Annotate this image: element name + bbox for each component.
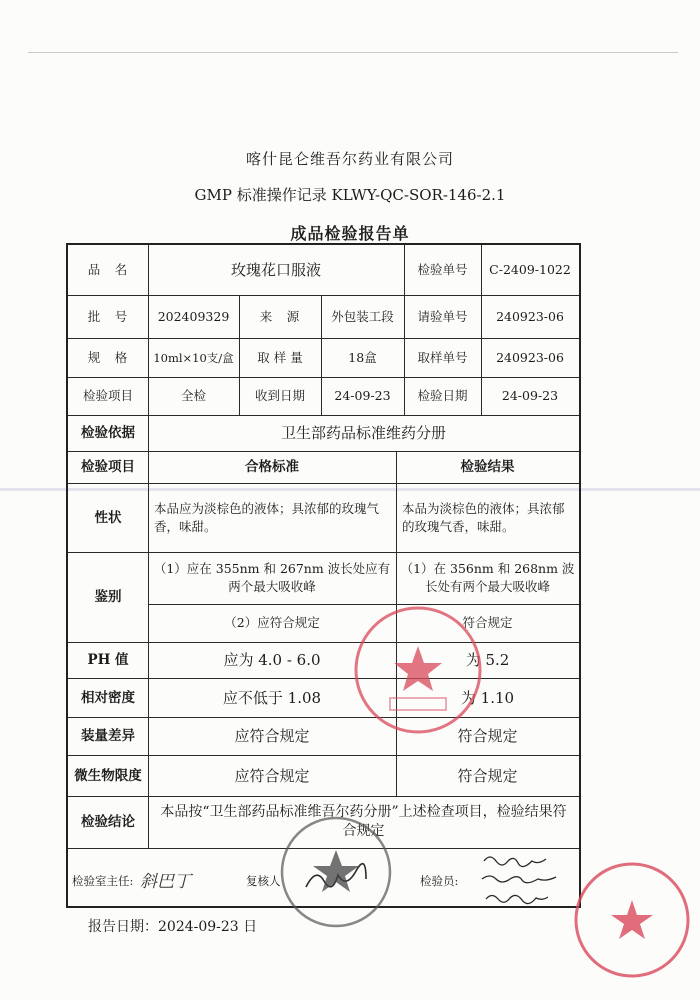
identification-result-2: 符合规定 [462, 615, 513, 630]
test-date-label: 检验日期 [417, 388, 468, 403]
density-standard: 应不低于 1.08 [222, 688, 322, 707]
conclusion-label: 检验结论 [81, 814, 135, 830]
result-header: 检验结果 [460, 459, 515, 475]
results-item-header: 检验项目 [81, 459, 135, 475]
ph-item: PH 值 [87, 652, 129, 668]
sample-no-value: 240923-06 [496, 349, 564, 365]
basis-value: 卫生部药品标准维药分册 [280, 424, 446, 442]
basis-label: 检验依据 [81, 425, 135, 441]
batch-label: 批 号 [87, 308, 129, 324]
microbial-standard: 应符合规定 [234, 766, 310, 785]
batch-value: 202409329 [157, 308, 230, 324]
product-label: 品 名 [87, 262, 129, 277]
spec-label: 规 格 [87, 349, 129, 365]
inspector-label: 检验员: [420, 874, 459, 888]
report-no-value: C-2409-1022 [489, 262, 571, 277]
request-no-value: 240923-06 [496, 308, 564, 324]
ph-standard: 应为 4.0 - 6.0 [223, 651, 321, 669]
microbial-item: 微生物限度 [74, 767, 142, 784]
scan-edge-line [28, 52, 678, 53]
reviewer-label: 复核人 [246, 874, 281, 888]
item-label: 检验项目 [82, 388, 133, 403]
quality-seal-red [570, 858, 694, 982]
identification-item: 鉴别 [94, 589, 122, 605]
report-date: 报告日期：2024-09-23 日 [88, 919, 258, 935]
product-value: 玫瑰花口服液 [230, 261, 321, 279]
appearance-item: 性状 [94, 509, 122, 526]
lab-head-signature: 斜巴丁 [140, 872, 191, 892]
standard-header: 合格标准 [245, 459, 299, 475]
item-value: 全检 [180, 388, 206, 403]
fill-variation-item: 装量差异 [81, 728, 135, 744]
company-seal-red [348, 600, 488, 740]
identification-standard-2: （2）应符合规定 [224, 615, 320, 630]
report-table [66, 243, 581, 908]
sample-qty-label: 取 样 量 [257, 349, 303, 365]
conclusion-text: 本品按“卫生部药品标准维吾尔药分册”上述检查项目，检验结果符合规定 [160, 804, 567, 839]
spec-value: 10ml×10支/盒 [153, 350, 234, 365]
identification-result-1: （1）在 356nm 和 268nm 波长处有两个最大吸收峰 [400, 561, 575, 594]
fill-variation-standard: 应符合规定 [234, 727, 310, 745]
source-value: 外包装工段 [331, 308, 394, 324]
ph-result: 为 5.2 [465, 651, 510, 669]
appearance-standard: 本品应为淡棕色的液体；具浓郁的玫瑰气香，味甜。 [154, 500, 380, 534]
source-label: 来 源 [259, 308, 301, 324]
sample-qty-value: 18盒 [348, 349, 377, 365]
microbial-result: 符合规定 [457, 766, 518, 785]
appearance-result: 本品为淡棕色的液体；具浓郁的玫瑰气香，味甜。 [402, 500, 565, 534]
received-value: 24-09-23 [334, 388, 391, 403]
qc-seal-gray [276, 812, 396, 932]
identification-standard-1: （1）应在 355nm 和 267nm 波长处应有两个最大吸收峰 [153, 561, 391, 594]
received-label: 收到日期 [254, 388, 305, 403]
test-date-value: 24-09-23 [501, 388, 559, 403]
request-no-label: 请验单号 [417, 308, 468, 324]
inspector-signatures [476, 849, 576, 907]
gmp-record-code: GMP 标准操作记录 KLWY-QC-SOR-146-2.1 [194, 186, 506, 204]
report-no-label: 检验单号 [417, 262, 468, 277]
lab-head-label: 检验室主任: [72, 874, 134, 888]
company-name: 喀什昆仑维吾尔药业有限公司 [245, 150, 454, 168]
density-result: 为 1.10 [460, 688, 515, 707]
report-title: 成品检验报告单 [290, 224, 410, 243]
fill-variation-result: 符合规定 [457, 727, 518, 745]
density-item: 相对密度 [81, 689, 135, 706]
sample-no-label: 取样单号 [417, 349, 468, 365]
